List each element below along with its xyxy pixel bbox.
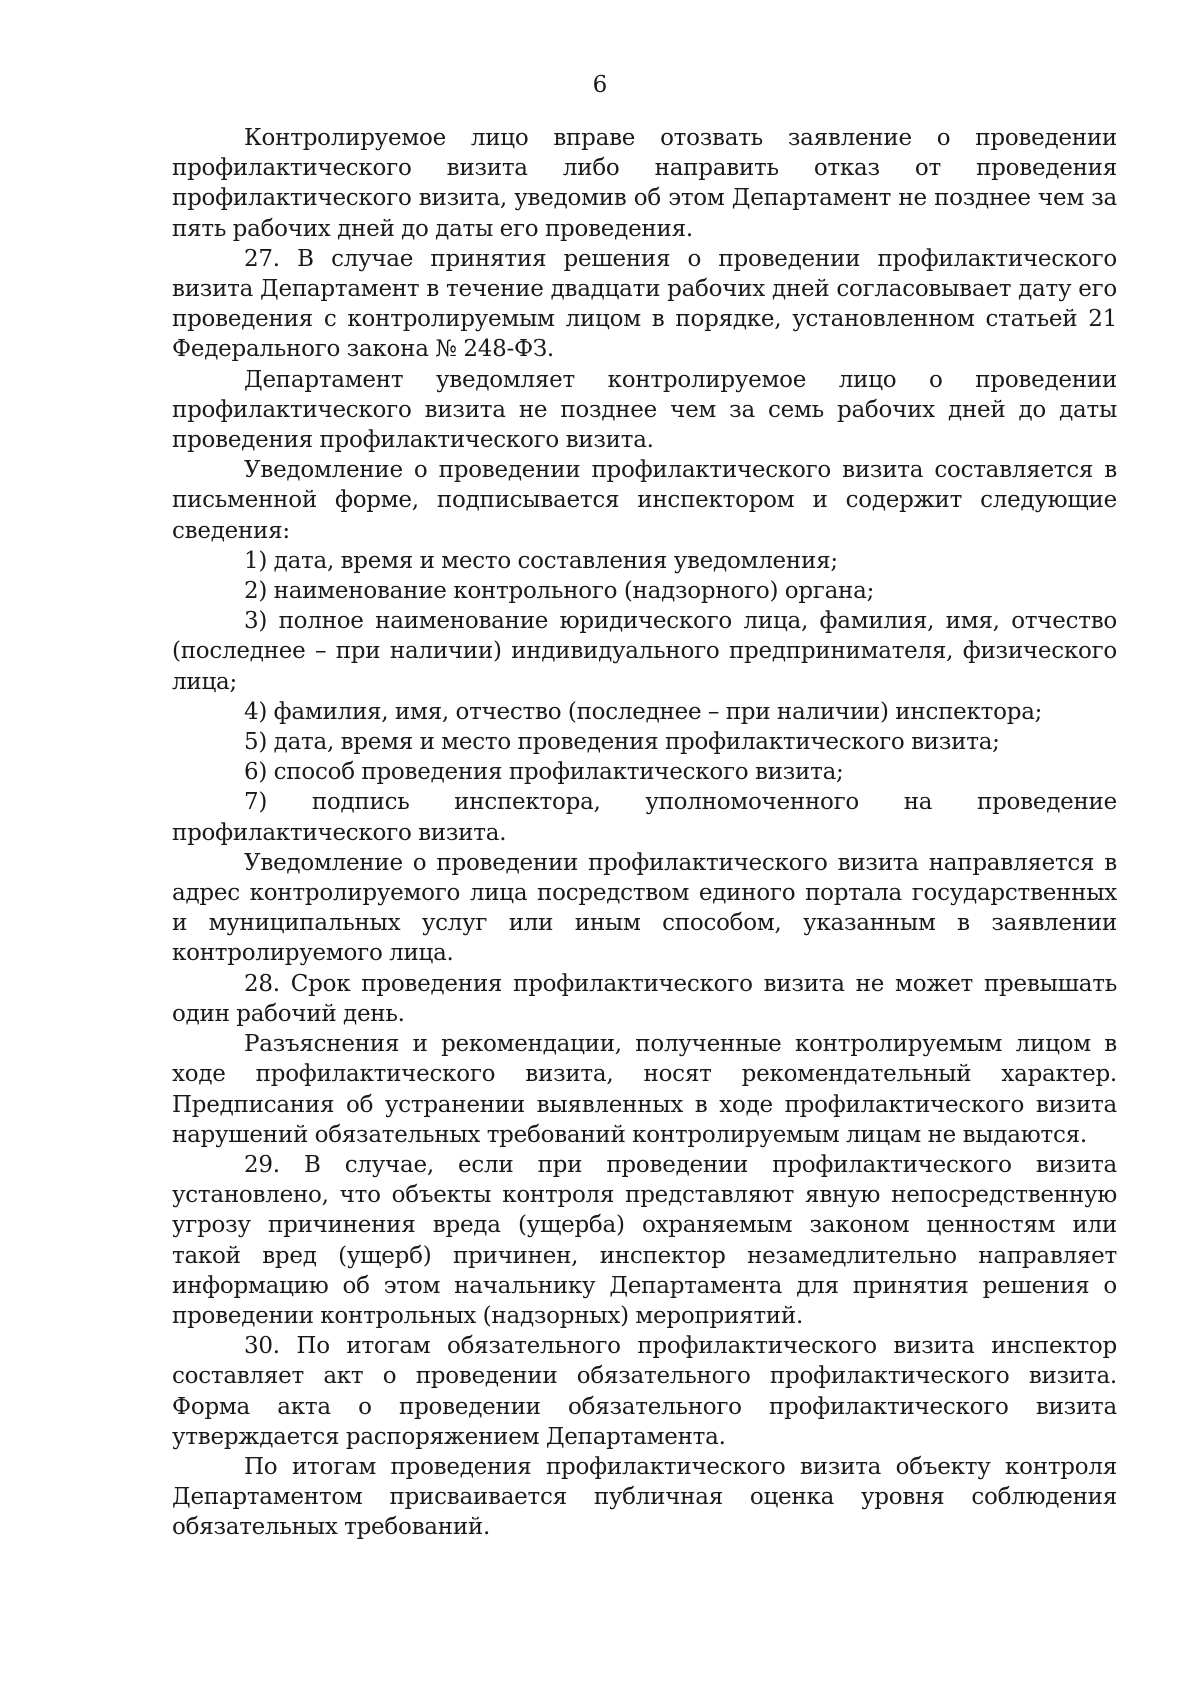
list-item-7: 7) подпись инспектора, уполномоченного на проведение профилактического визита. <box>172 789 1117 846</box>
paragraph-public-assessment: По итогам проведения профилактического визита объекту контроля Департаментом присваивается публичная оценка уровня соблюдения обязательных требований. <box>172 1453 1117 1541</box>
paragraph-notification-contents: Уведомление о проведении профилактического визита составляется в письменной форме, подписывается инспектором и содержит следующие сведения: <box>172 457 1117 544</box>
list-item-1: 1) дата, время и место составления уведомления; <box>244 547 838 574</box>
paragraph-item-30: 30. По итогам обязательного профилактического визита инспектор составляет акт о проведении обязательного профилактического визита. Форма акта о проведении обязательного профилактического визита утверждается распоряжением Департамента. <box>172 1333 1117 1450</box>
paragraph-notification-delivery: Уведомление о проведении профилактического визита направляется в адрес контролируемого лица посредством единого портала государственных и муниципальных услуг или иным способом, указанным в заявлении контролируемого лица. <box>172 849 1117 967</box>
paragraph-department-notifies: Департамент уведомляет контролируемое лицо о проведении профилактического визита не позднее чем за семь рабочих дней до даты проведения профилактического визита. <box>172 366 1117 454</box>
page-number: 6 <box>592 72 608 98</box>
paragraph-item-27: 27. В случае принятия решения о проведении профилактического визита Департамент в течение двадцати рабочих дней согласовывает дату его проведения с контролируемым лицом в порядке, установленном статьей 21 Федерального закона № 248-ФЗ. <box>172 245 1117 363</box>
paragraph-item-29: 29. В случае, если при проведении профилактического визита установлено, что объекты контроля представляют явную непосредственную угрозу причинения вреда (ущерба) охраняемым законом ценностям или такой вред (ущерб) причинен, инспектор незамедлительно направляет информацию об этом начальнику Департамента для принятия решения о проведении контрольных (надзорных) мероприятий. <box>172 1151 1117 1329</box>
paragraph-item-28: 28. Срок проведения профилактического визита не может превышать один рабочий день. <box>172 970 1117 1027</box>
list-item-4: 4) фамилия, имя, отчество (последнее – при наличии) инспектора; <box>244 698 1043 725</box>
list-item-5: 5) дата, время и место проведения профилактического визита; <box>244 729 1000 756</box>
paragraph-recommendations: Разъяснения и рекомендации, полученные контролируемым лицом в ходе профилактического визита, носят рекомендательный характер. Предписания об устранении выявленных в ходе профилактического визита нарушений обязательных требований контролируемым лицам не выдаются. <box>172 1031 1117 1148</box>
list-item-3: 3) полное наименование юридического лица, фамилия, имя, отчество (последнее – при наличии) индивидуального предпринимателя, физического лица; <box>172 608 1117 695</box>
paragraph-withdraw-application: Контролируемое лицо вправе отозвать заявление о проведении профилактического визита либо направить отказ от проведения профилактического визита, уведомив об этом Департамент не позднее чем за пять рабочих дней до даты его проведения. <box>172 125 1117 242</box>
list-item-2: 2) наименование контрольного (надзорного) органа; <box>244 578 875 605</box>
list-item-6: 6) способ проведения профилактического визита; <box>244 759 844 786</box>
document-body <box>172 123 1117 1543</box>
